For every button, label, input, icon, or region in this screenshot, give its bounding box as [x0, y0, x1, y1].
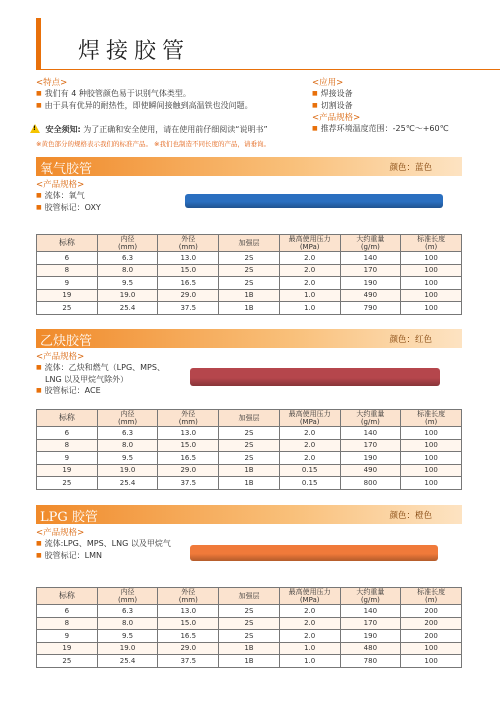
table-header-cell: 内径 (mm): [97, 588, 158, 605]
table-cell: 0.15: [279, 477, 340, 490]
table-header-cell: 标准长度 (m): [401, 410, 462, 427]
table-cell: 1B: [219, 289, 280, 302]
table-cell: 480: [340, 642, 401, 655]
table-cell: 200: [401, 605, 462, 618]
table-cell: 490: [340, 464, 401, 477]
table-cell: 9.5: [97, 630, 158, 643]
spec-item: ■ 胶管标记：OXY: [36, 202, 101, 214]
table-cell: 2.0: [279, 264, 340, 277]
product-spec-heading: <产品规格>: [36, 528, 85, 538]
table-cell: 100: [401, 252, 462, 265]
table-cell: 2.0: [279, 605, 340, 618]
table-cell: 2.0: [279, 427, 340, 440]
spec-table-lpg: [36, 587, 462, 668]
product-spec-heading: <产品规格>: [36, 352, 85, 362]
table-cell: 6: [37, 252, 98, 265]
table-row: [37, 642, 462, 655]
table-cell: 2S: [219, 277, 280, 290]
table-cell: 2.0: [279, 277, 340, 290]
table-header-cell: 外径 (mm): [158, 410, 219, 427]
table-cell: 200: [401, 617, 462, 630]
table-cell: 2.0: [279, 252, 340, 265]
table-cell: 2.0: [279, 452, 340, 465]
table-cell: 100: [401, 277, 462, 290]
table-cell: 1.0: [279, 642, 340, 655]
applications-heading: <应用>: [312, 78, 344, 88]
feature-item: ■ 由于具有优异的耐热性，即使瞬间接触到高温铁也没问题。: [36, 100, 286, 112]
table-cell: 0.15: [279, 464, 340, 477]
table-cell: 2.0: [279, 439, 340, 452]
product-specs: [36, 350, 165, 397]
product-band-oxygen: [36, 157, 462, 176]
table-header-cell: 标称: [37, 235, 98, 252]
table-cell: 6: [37, 427, 98, 440]
table-cell: 8.0: [97, 439, 158, 452]
table-cell: 25: [37, 477, 98, 490]
table-header-cell: 最高使用压力 (MPa): [279, 410, 340, 427]
title-underline: [36, 69, 500, 70]
table-cell: 1.0: [279, 655, 340, 668]
table-header-cell: 最高使用压力 (MPa): [279, 235, 340, 252]
table-row: [37, 630, 462, 643]
table-cell: 29.0: [158, 464, 219, 477]
table-cell: 790: [340, 302, 401, 315]
hose-image-oxygen: [185, 194, 443, 208]
table-cell: 2S: [219, 427, 280, 440]
table-cell: 2S: [219, 439, 280, 452]
spec-item: ■ 胶管标记：LMN: [36, 550, 171, 562]
table-cell: 190: [340, 630, 401, 643]
table-cell: 8: [37, 264, 98, 277]
table-cell: 1B: [219, 642, 280, 655]
table-cell: 200: [401, 630, 462, 643]
hose-image-acetylene: [190, 368, 440, 386]
spec-item: ■ 胶管标记：ACE: [36, 385, 165, 397]
table-cell: 140: [340, 427, 401, 440]
page-title: 焊接胶管: [78, 39, 191, 64]
table-header-cell: 大约重量 (g/m): [340, 235, 401, 252]
table-cell: 170: [340, 439, 401, 452]
application-item: ■ 切割设备: [312, 100, 472, 112]
table-cell: 2S: [219, 264, 280, 277]
table-row: [37, 655, 462, 668]
table-cell: 2.0: [279, 617, 340, 630]
product-color-label: 颜色：红色: [389, 335, 432, 345]
features-section: [36, 76, 286, 111]
table-cell: 9.5: [97, 452, 158, 465]
table-cell: 9: [37, 452, 98, 465]
spec-item: ■ 流体：乙炔和燃气（LPG、MPS、: [36, 362, 165, 374]
spec-item: ■ 推荐环境温度范围：-25℃～+60℃: [312, 123, 472, 135]
table-cell: 15.0: [158, 439, 219, 452]
table-cell: 2S: [219, 617, 280, 630]
table-cell: 490: [340, 289, 401, 302]
product-band-acetylene: [36, 329, 462, 348]
table-cell: 8.0: [97, 617, 158, 630]
table-header-cell: 最高使用压力 (MPa): [279, 588, 340, 605]
table-cell: 2S: [219, 605, 280, 618]
table-row: [37, 427, 462, 440]
product-color-label: 颜色：蓝色: [389, 163, 432, 173]
table-header-cell: 标准长度 (m): [401, 588, 462, 605]
table-cell: 2S: [219, 630, 280, 643]
spec-heading: <产品规格>: [312, 113, 361, 123]
safety-text: 为了正确和安全使用，请在使用前仔细阅读“说明书”: [83, 125, 268, 134]
product-band-lpg: [36, 505, 462, 524]
table-row: [37, 289, 462, 302]
table-row: [37, 302, 462, 315]
table-cell: 25.4: [97, 655, 158, 668]
table-header-cell: 加强层: [219, 588, 280, 605]
table-cell: 37.5: [158, 477, 219, 490]
table-cell: 100: [401, 439, 462, 452]
table-cell: 190: [340, 452, 401, 465]
hose-image-lpg: [190, 545, 438, 561]
table-header-cell: 大约重量 (g/m): [340, 588, 401, 605]
table-cell: 100: [401, 289, 462, 302]
product-specs: [36, 178, 101, 213]
table-cell: 19.0: [97, 464, 158, 477]
safety-notice: [30, 124, 268, 135]
table-row: [37, 277, 462, 290]
note-text: ※黄色部分的规格表示我们的标准产品。 ※我们也制造不同长度的产品，请垂询。: [36, 140, 270, 148]
table-cell: 13.0: [158, 605, 219, 618]
feature-item: ■ 我们有 4 种胶管颜色易于识别气体类型。: [36, 88, 286, 100]
table-row: [37, 477, 462, 490]
table-cell: 100: [401, 302, 462, 315]
table-cell: 800: [340, 477, 401, 490]
table-cell: 1.0: [279, 289, 340, 302]
spec-table-oxygen: [36, 234, 462, 315]
table-header-cell: 标称: [37, 410, 98, 427]
table-cell: 190: [340, 277, 401, 290]
table-cell: 6.3: [97, 427, 158, 440]
table-cell: 19.0: [97, 642, 158, 655]
features-heading: <特点>: [36, 78, 68, 88]
table-cell: 8: [37, 439, 98, 452]
table-cell: 100: [401, 477, 462, 490]
table-cell: 6.3: [97, 252, 158, 265]
table-cell: 9.5: [97, 277, 158, 290]
table-cell: 16.5: [158, 630, 219, 643]
table-row: [37, 464, 462, 477]
table-cell: 29.0: [158, 642, 219, 655]
table-cell: 100: [401, 264, 462, 277]
applications-section: [312, 76, 472, 135]
product-spec-heading: <产品规格>: [36, 180, 85, 190]
application-item: ■ 焊接设备: [312, 88, 472, 100]
product-title: 乙炔胶管: [40, 334, 93, 349]
table-cell: 1B: [219, 464, 280, 477]
table-cell: 19: [37, 289, 98, 302]
table-cell: 9: [37, 277, 98, 290]
table-cell: 15.0: [158, 617, 219, 630]
table-header-cell: 内径 (mm): [97, 410, 158, 427]
table-header-cell: 加强层: [219, 410, 280, 427]
table-row: [37, 605, 462, 618]
table-cell: 19: [37, 642, 98, 655]
table-cell: 37.5: [158, 655, 219, 668]
table-cell: 8.0: [97, 264, 158, 277]
table-cell: 1B: [219, 302, 280, 315]
spec-item-continued: LNG 以及甲烷气除外）: [45, 374, 129, 384]
spec-item: ■ 流体:LPG、MPS、LNG 以及甲烷气: [36, 538, 171, 550]
table-cell: 19.0: [97, 289, 158, 302]
table-cell: 2S: [219, 452, 280, 465]
safety-label: 安全须知:: [45, 125, 81, 134]
table-cell: 2S: [219, 252, 280, 265]
spec-table-acetylene: [36, 409, 462, 490]
table-cell: 16.5: [158, 452, 219, 465]
table-header-cell: 标称: [37, 588, 98, 605]
table-cell: 780: [340, 655, 401, 668]
table-cell: 100: [401, 464, 462, 477]
table-row: [37, 252, 462, 265]
table-cell: 15.0: [158, 264, 219, 277]
title-accent-bar: [36, 18, 41, 70]
table-header-cell: 大约重量 (g/m): [340, 410, 401, 427]
table-cell: 140: [340, 252, 401, 265]
table-cell: 37.5: [158, 302, 219, 315]
table-cell: 16.5: [158, 277, 219, 290]
product-title: LPG 胶管: [40, 510, 98, 525]
table-cell: 25: [37, 302, 98, 315]
warning-icon: [30, 124, 40, 133]
product-specs: [36, 526, 171, 561]
table-cell: 25.4: [97, 477, 158, 490]
table-cell: 170: [340, 617, 401, 630]
table-cell: 170: [340, 264, 401, 277]
table-cell: 6.3: [97, 605, 158, 618]
table-cell: 19: [37, 464, 98, 477]
product-color-label: 颜色：橙色: [389, 511, 432, 521]
table-header-cell: 外径 (mm): [158, 588, 219, 605]
table-cell: 2.0: [279, 630, 340, 643]
table-header-cell: 内径 (mm): [97, 235, 158, 252]
table-cell: 100: [401, 642, 462, 655]
table-cell: 100: [401, 427, 462, 440]
table-cell: 29.0: [158, 289, 219, 302]
table-cell: 25: [37, 655, 98, 668]
table-cell: 8: [37, 617, 98, 630]
table-row: [37, 617, 462, 630]
table-row: [37, 264, 462, 277]
table-cell: 100: [401, 655, 462, 668]
table-cell: 13.0: [158, 427, 219, 440]
table-cell: 9: [37, 630, 98, 643]
table-cell: 1B: [219, 477, 280, 490]
table-row: [37, 439, 462, 452]
table-cell: 6: [37, 605, 98, 618]
table-cell: 1B: [219, 655, 280, 668]
product-title: 氧气胶管: [40, 162, 93, 177]
table-cell: 25.4: [97, 302, 158, 315]
table-cell: 1.0: [279, 302, 340, 315]
table-header-cell: 加强层: [219, 235, 280, 252]
table-row: [37, 452, 462, 465]
table-header-cell: 外径 (mm): [158, 235, 219, 252]
table-header-cell: 标准长度 (m): [401, 235, 462, 252]
table-cell: 100: [401, 452, 462, 465]
spec-item: ■ 流体：氧气: [36, 190, 101, 202]
table-cell: 140: [340, 605, 401, 618]
table-cell: 13.0: [158, 252, 219, 265]
